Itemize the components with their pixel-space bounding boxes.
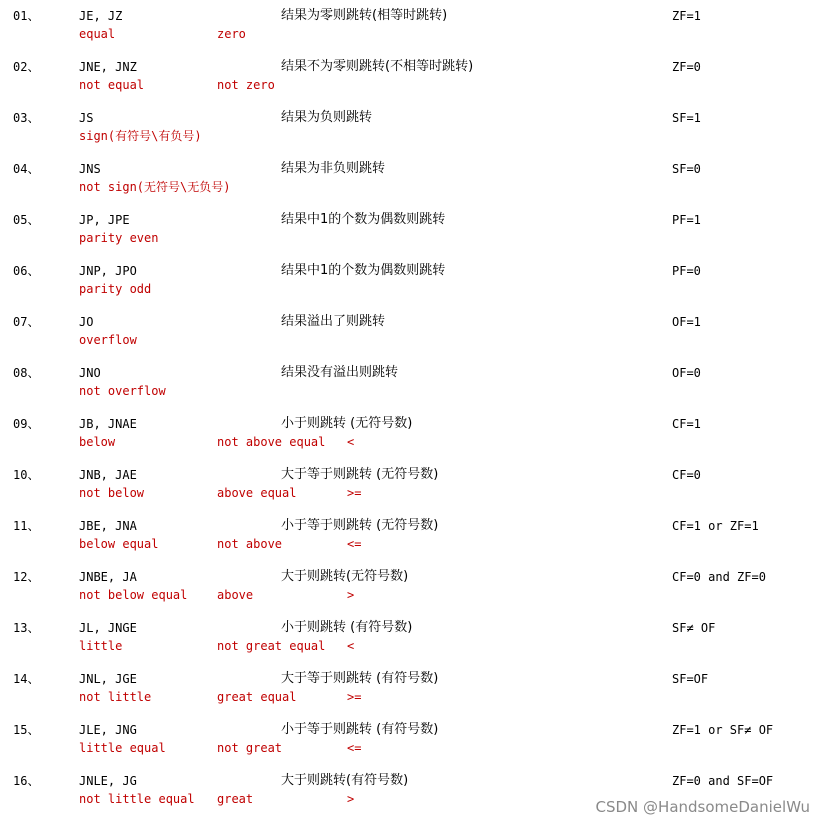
jump-description: 小于则跳转 (有符号数) <box>281 620 413 635</box>
flag-condition: PF=1 <box>672 213 701 227</box>
row-number: 05、 <box>13 213 40 227</box>
comparison-symbol: < <box>347 639 355 653</box>
instruction-row <box>0 459 824 499</box>
english-alias: not great equal <box>217 639 326 653</box>
flag-condition: OF=0 <box>672 366 701 380</box>
row-number: 02、 <box>13 60 40 74</box>
english-alias: above <box>217 588 254 602</box>
english-meaning: not sign(无符号\无负号) <box>79 180 231 194</box>
comparison-symbol: <= <box>347 537 362 551</box>
instruction-row <box>0 102 824 142</box>
instruction-mnemonic: JE, JZ <box>79 9 123 23</box>
row-number: 14、 <box>13 672 40 686</box>
instruction-mnemonic: JNBE, JA <box>79 570 137 584</box>
row-number: 01、 <box>13 9 40 23</box>
instruction-mnemonic: JNO <box>79 366 101 380</box>
instruction-row <box>0 255 824 295</box>
comparison-symbol: < <box>347 435 355 449</box>
english-meaning: overflow <box>79 333 137 347</box>
instruction-row <box>0 306 824 346</box>
flag-condition: CF=0 and ZF=0 <box>672 570 766 584</box>
jump-description: 结果不为零则跳转(不相等时跳转) <box>281 59 474 74</box>
instruction-row <box>0 663 824 703</box>
english-meaning: not little equal <box>79 792 195 806</box>
english-meaning: parity even <box>79 231 159 245</box>
instruction-mnemonic: JBE, JNA <box>79 519 137 533</box>
jump-description: 结果溢出了则跳转 <box>281 314 386 329</box>
csdn-watermark: CSDN @HandsomeDanielWu <box>595 798 810 816</box>
english-meaning: equal <box>79 27 116 41</box>
instruction-mnemonic: JNP, JPO <box>79 264 137 278</box>
row-number: 09、 <box>13 417 40 431</box>
english-alias: zero <box>217 27 246 41</box>
flag-condition: ZF=1 <box>672 9 701 23</box>
jump-description: 小于等于则跳转 (有符号数) <box>281 722 439 737</box>
comparison-symbol: > <box>347 792 355 806</box>
row-number: 13、 <box>13 621 40 635</box>
row-number: 16、 <box>13 774 40 788</box>
instruction-mnemonic: JNB, JAE <box>79 468 137 482</box>
comparison-symbol: <= <box>347 741 362 755</box>
instruction-mnemonic: JB, JNAE <box>79 417 137 431</box>
english-alias: great <box>217 792 254 806</box>
flag-condition: SF=0 <box>672 162 701 176</box>
instruction-mnemonic: JS <box>79 111 94 125</box>
flag-condition: CF=1 <box>672 417 701 431</box>
english-meaning: not below <box>79 486 145 500</box>
instruction-row <box>0 204 824 244</box>
instruction-row <box>0 153 824 193</box>
flag-condition: CF=0 <box>672 468 701 482</box>
instruction-row <box>0 561 824 601</box>
jump-description: 结果为负则跳转 <box>281 110 373 125</box>
jump-description: 结果为非负则跳转 <box>281 161 386 176</box>
instruction-mnemonic: JO <box>79 315 94 329</box>
english-meaning: parity odd <box>79 282 152 296</box>
jump-description: 结果为零则跳转(相等时跳转) <box>281 8 448 23</box>
instruction-row <box>0 408 824 448</box>
instruction-mnemonic: JLE, JNG <box>79 723 137 737</box>
jump-description: 结果中1的个数为偶数则跳转 <box>281 263 446 278</box>
english-meaning: not below equal <box>79 588 188 602</box>
english-meaning: little <box>79 639 123 653</box>
flag-condition: CF=1 or ZF=1 <box>672 519 759 533</box>
instruction-row <box>0 357 824 397</box>
jump-description: 大于则跳转(有符号数) <box>281 773 409 788</box>
english-alias: great equal <box>217 690 297 704</box>
jump-description: 小于等于则跳转 (无符号数) <box>281 518 439 533</box>
english-meaning: sign(有符号\有负号) <box>79 129 202 143</box>
flag-condition: SF=1 <box>672 111 701 125</box>
english-alias: above equal <box>217 486 297 500</box>
row-number: 11、 <box>13 519 40 533</box>
english-meaning: below equal <box>79 537 159 551</box>
instruction-mnemonic: JNL, JGE <box>79 672 137 686</box>
instruction-mnemonic: JP, JPE <box>79 213 130 227</box>
row-number: 04、 <box>13 162 40 176</box>
jump-description: 大于等于则跳转 (无符号数) <box>281 467 439 482</box>
instruction-row <box>0 0 824 40</box>
flag-condition: SF=OF <box>672 672 709 686</box>
row-number: 10、 <box>13 468 40 482</box>
comparison-symbol: > <box>347 588 355 602</box>
row-number: 07、 <box>13 315 40 329</box>
flag-condition: ZF=0 <box>672 60 701 74</box>
jump-description: 大于等于则跳转 (有符号数) <box>281 671 439 686</box>
comparison-symbol: >= <box>347 690 362 704</box>
english-alias: not above equal <box>217 435 326 449</box>
english-meaning: little equal <box>79 741 166 755</box>
instruction-mnemonic: JNS <box>79 162 101 176</box>
flag-condition: ZF=1 or SF≠ OF <box>672 723 774 737</box>
row-number: 12、 <box>13 570 40 584</box>
jump-description: 结果中1的个数为偶数则跳转 <box>281 212 446 227</box>
row-number: 15、 <box>13 723 40 737</box>
english-alias: not zero <box>217 78 275 92</box>
instruction-mnemonic: JNE, JNZ <box>79 60 137 74</box>
jump-description: 小于则跳转 (无符号数) <box>281 416 413 431</box>
english-meaning: not overflow <box>79 384 166 398</box>
instruction-row <box>0 510 824 550</box>
english-alias: not above <box>217 537 283 551</box>
flag-condition: SF≠ OF <box>672 621 716 635</box>
instruction-row <box>0 714 824 754</box>
instruction-row <box>0 51 824 91</box>
flag-condition: ZF=0 and SF=OF <box>672 774 774 788</box>
flag-condition: PF=0 <box>672 264 701 278</box>
row-number: 06、 <box>13 264 40 278</box>
english-meaning: not equal <box>79 78 145 92</box>
row-number: 03、 <box>13 111 40 125</box>
jump-description: 大于则跳转(无符号数) <box>281 569 409 584</box>
english-meaning: below <box>79 435 116 449</box>
english-alias: not great <box>217 741 283 755</box>
jump-description: 结果没有溢出则跳转 <box>281 365 399 380</box>
instruction-row <box>0 612 824 652</box>
row-number: 08、 <box>13 366 40 380</box>
instruction-mnemonic: JL, JNGE <box>79 621 137 635</box>
flag-condition: OF=1 <box>672 315 701 329</box>
instruction-mnemonic: JNLE, JG <box>79 774 137 788</box>
comparison-symbol: >= <box>347 486 362 500</box>
english-meaning: not little <box>79 690 152 704</box>
